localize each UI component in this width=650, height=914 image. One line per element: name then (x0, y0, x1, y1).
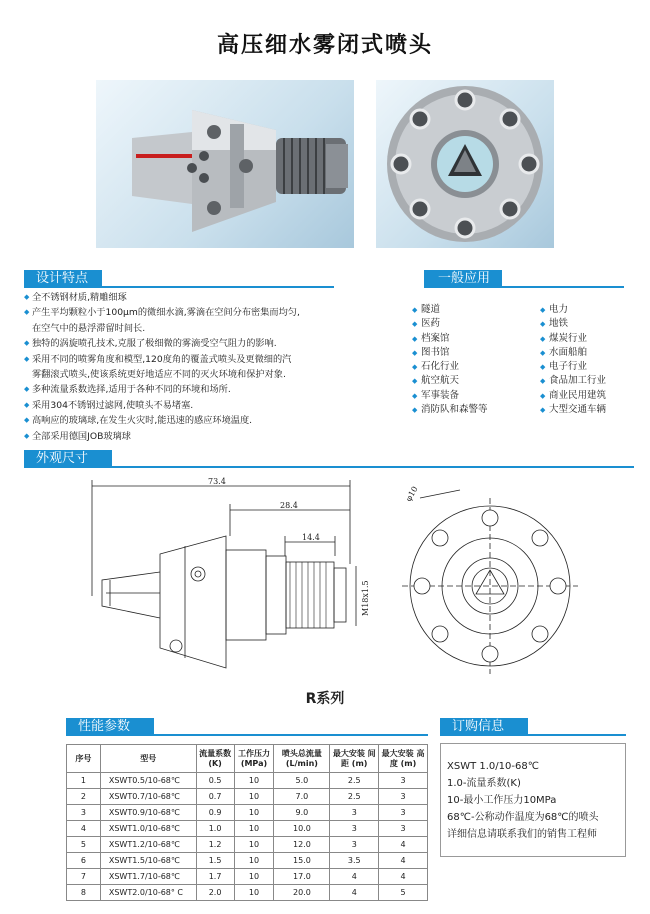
table-cell: 8 (67, 885, 101, 901)
page-title: 高压细水雾闭式喷头 (216, 33, 433, 58)
application-item: ◆ 石化行业 (412, 360, 532, 374)
table-cell: 4 (330, 885, 379, 901)
ordering-header: 订购信息 (440, 718, 528, 736)
table-cell: 10 (234, 773, 274, 789)
application-item: ◆ 电力 (540, 303, 640, 317)
dim-thread-label: M18x1.5 (361, 580, 370, 616)
table-cell: 10 (234, 821, 274, 837)
ordering-header-rule (440, 734, 626, 736)
order-line: 68℃-公称动作温度为68℃的喷头 (447, 812, 599, 823)
table-row (67, 853, 428, 869)
table-cell: 10 (234, 853, 274, 869)
model-cell: XSWT1.5/10-68℃ (100, 853, 196, 869)
performance-header: 性能参数 (66, 718, 154, 736)
nozzle-front-photo (376, 80, 554, 248)
application-item: ◆ 隧道 (412, 303, 532, 317)
dim-diameter-label: φ10 (403, 484, 420, 503)
model-cell: XSWT2.0/10-68° C (100, 885, 196, 901)
table-cell: 7 (67, 869, 101, 885)
application-item: ◆ 军事装备 (412, 389, 532, 403)
table-cell: 1.2 (196, 837, 234, 853)
table-cell: 15.0 (274, 853, 330, 869)
table-cell: 3 (330, 837, 379, 853)
table-cell: 3.5 (330, 853, 379, 869)
table-cell: 0.5 (196, 773, 234, 789)
table-cell: 7.0 (274, 789, 330, 805)
model-cell: XSWT1.0/10-68℃ (100, 821, 196, 837)
table-cell: 10 (234, 837, 274, 853)
dimension-drawing (80, 476, 640, 676)
table-row (67, 789, 428, 805)
application-item: ◆ 消防队和森警等 (412, 403, 532, 417)
feature-item: ◆ 高响应的玻璃球,在发生火灾时,能迅速的感应环境温度. (24, 413, 374, 428)
table-cell: 5 (67, 837, 101, 853)
order-example: XSWT 1.0/10-68℃ (447, 761, 539, 772)
table-cell: 10 (234, 869, 274, 885)
model-cell: XSWT0.5/10-68℃ (100, 773, 196, 789)
table-cell: 10.0 (274, 821, 330, 837)
application-item: ◆ 医药 (412, 317, 532, 331)
table-cell: 10 (234, 789, 274, 805)
col-header: 型号 (100, 745, 196, 773)
table-cell: 3 (379, 773, 428, 789)
feature-item: ◆ 全部采用德国JOB玻璃球 (24, 429, 374, 444)
table-header-row (67, 745, 428, 773)
table-cell: 2.0 (196, 885, 234, 901)
table-cell: 1.0 (196, 821, 234, 837)
applications-header: 一般应用 (424, 270, 502, 288)
table-cell: 4 (379, 869, 428, 885)
performance-table (66, 744, 428, 901)
feature-item-continued: 在空气中的悬浮滞留时间长. (32, 322, 146, 334)
performance-header-rule (66, 734, 428, 736)
ordering-info-box (440, 743, 626, 857)
table-cell: 2 (67, 789, 101, 805)
table-row (67, 773, 428, 789)
col-header: 序号 (67, 745, 101, 773)
feature-item: ◆ 全不锈钢材质,精雕细琢 (24, 290, 374, 305)
table-cell: 1.5 (196, 853, 234, 869)
dimensions-header-rule (24, 466, 634, 468)
applications-list-left (412, 303, 532, 417)
table-cell: 0.9 (196, 805, 234, 821)
table-cell: 6 (67, 853, 101, 869)
table-cell: 3 (67, 805, 101, 821)
applications-header-rule (424, 286, 624, 288)
col-header: 最大安装 间距 (m) (330, 745, 379, 773)
table-cell: 1.7 (196, 869, 234, 885)
order-line: 1.0-流量系数(K) (447, 778, 521, 789)
feature-item: ◆ 采用304不锈钢过滤网,使喷头不易堵塞. (24, 398, 374, 413)
feature-item: ◆ 产生平均颗粒小于100μm的微细水滴,雾滴在空间分布密集而均匀, (24, 305, 374, 320)
table-cell: 3 (330, 821, 379, 837)
dim-total-label: 73.4 (208, 477, 226, 486)
applications-list-right (540, 303, 640, 417)
table-row (67, 869, 428, 885)
table-cell: 0.7 (196, 789, 234, 805)
col-header: 喷头总流量 (L/min) (274, 745, 330, 773)
feature-item: ◆ 独特的涡旋喷孔技术,克服了极细微的雾滴受空气阻力的影响. (24, 336, 374, 351)
table-cell: 4 (379, 837, 428, 853)
table-cell: 3 (379, 789, 428, 805)
dim-short-label: 14.4 (302, 533, 320, 542)
table-row (67, 837, 428, 853)
table-cell: 9.0 (274, 805, 330, 821)
series-label: R系列 (305, 691, 345, 707)
nozzle-side-photo (96, 80, 354, 248)
application-item: ◆ 水面船舶 (540, 346, 640, 360)
table-cell: 10 (234, 885, 274, 901)
table-cell: 20.0 (274, 885, 330, 901)
features-header: 设计特点 (24, 270, 102, 288)
application-item: ◆ 档案馆 (412, 332, 532, 346)
application-item: ◆ 煤炭行业 (540, 332, 640, 346)
table-cell: 4 (330, 869, 379, 885)
table-cell: 3 (379, 805, 428, 821)
table-cell: 4 (67, 821, 101, 837)
table-cell: 17.0 (274, 869, 330, 885)
order-contact: 详细信息请联系我们的销售工程师 (447, 829, 597, 840)
table-cell: 12.0 (274, 837, 330, 853)
feature-item: ◆ 采用不同的喷雾角度和模型,120度角的覆盖式喷头及更微细的汽 (24, 352, 374, 367)
table-cell: 1 (67, 773, 101, 789)
application-item: ◆ 大型交通车辆 (540, 403, 640, 417)
table-cell: 5 (379, 885, 428, 901)
model-cell: XSWT1.7/10-68℃ (100, 869, 196, 885)
table-cell: 2.5 (330, 773, 379, 789)
application-item: ◆ 地铁 (540, 317, 640, 331)
features-header-rule (24, 286, 334, 288)
col-header: 最大安装 高度 (m) (379, 745, 428, 773)
table-row (67, 885, 428, 901)
table-row (67, 821, 428, 837)
col-header: 工作压力 (MPa) (234, 745, 274, 773)
application-item: ◆ 图书馆 (412, 346, 532, 360)
table-cell: 10 (234, 805, 274, 821)
model-cell: XSWT0.9/10-68℃ (100, 805, 196, 821)
model-cell: XSWT0.7/10-68℃ (100, 789, 196, 805)
order-line: 10-最小工作压力10MPa (447, 795, 557, 806)
feature-item-continued: 雾翻滚式喷头,使该系统更好地适应不同的灭火环境和保护对象. (32, 369, 286, 381)
dim-mid-label: 28.4 (280, 501, 298, 510)
col-header: 流量系数 (K) (196, 745, 234, 773)
table-cell: 4 (379, 853, 428, 869)
table-row (67, 805, 428, 821)
application-item: ◆ 航空航天 (412, 374, 532, 388)
feature-item: ◆ 多种流量系数选择,适用于各种不同的环境和场所. (24, 382, 374, 397)
application-item: ◆ 商业民用建筑 (540, 389, 640, 403)
table-cell: 5.0 (274, 773, 330, 789)
dimensions-header: 外观尺寸 (24, 450, 112, 468)
model-cell: XSWT1.2/10-68℃ (100, 837, 196, 853)
application-item: ◆ 电子行业 (540, 360, 640, 374)
table-cell: 3 (379, 821, 428, 837)
table-cell: 3 (330, 805, 379, 821)
application-item: ◆ 食品加工行业 (540, 374, 640, 388)
features-list (24, 290, 374, 444)
table-cell: 2.5 (330, 789, 379, 805)
